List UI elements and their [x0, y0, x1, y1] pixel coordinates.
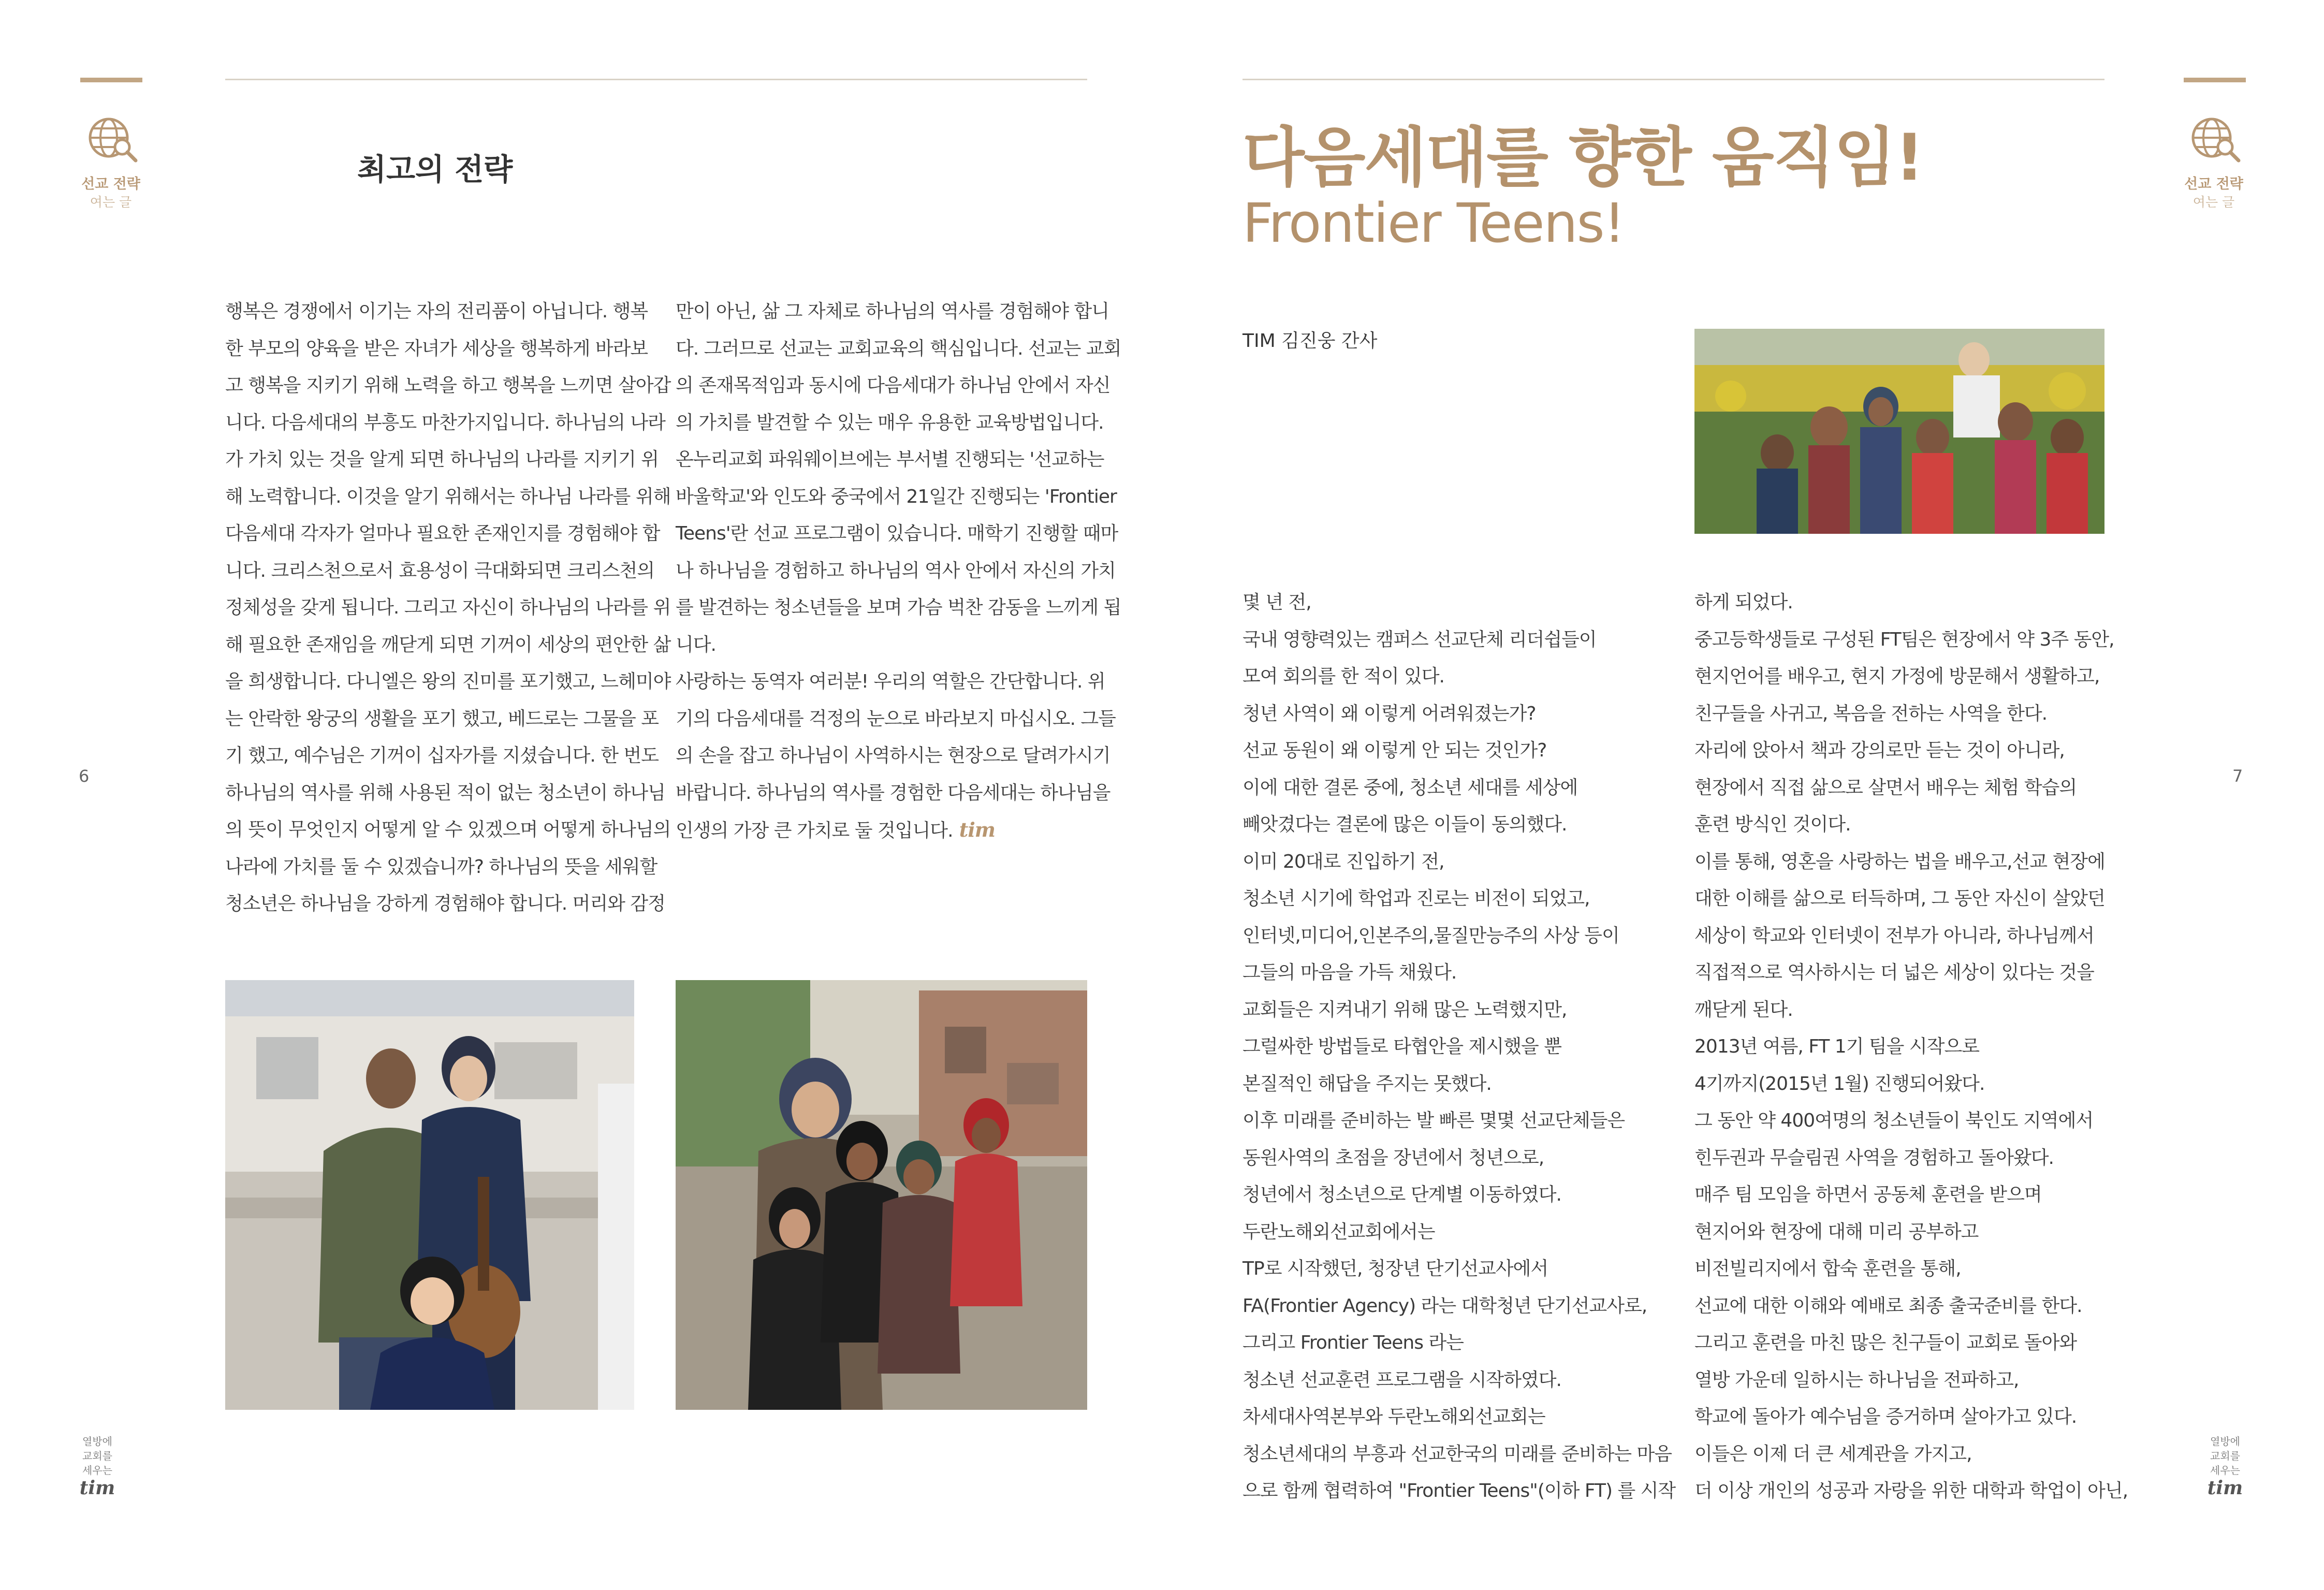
text-line: 청년 사역이 왜 이렇게 어려워졌는가? — [1243, 703, 1536, 724]
photo-group-in-field — [1694, 329, 2104, 534]
side-label-line1: 선교 전략 — [2184, 176, 2243, 192]
text-line: 하게 되었다. — [1694, 592, 1793, 613]
text-line: 청소년은 하나님을 강하게 경험해야 합니다. 머리와 감정 — [225, 893, 665, 914]
text-line: 그 동안 약 400여명의 청소년들이 북인도 지역에서 — [1694, 1110, 2094, 1131]
text-line: 를 발견하는 청소년들을 보며 가슴 벅찬 감동을 느끼게 됩 — [676, 597, 1121, 618]
text-line: 바랍니다. 하나님의 역사를 경험한 다음세대는 하나님을 — [676, 782, 1110, 804]
footer-line: 열방에 — [2210, 1435, 2240, 1448]
left-side-label — [59, 175, 163, 211]
text-line: 의 손을 잡고 하나님이 사역하시는 현장으로 달려가시기 — [676, 745, 1110, 766]
text-line: 청년에서 청소년으로 단계별 이동하였다. — [1243, 1184, 1561, 1205]
text-line: 그들의 마음을 가득 채웠다. — [1243, 962, 1457, 983]
photo-children-on-street — [676, 980, 1087, 1410]
text-line: 대한 이해를 삶으로 터득하며, 그 동안 자신이 살았던 — [1694, 888, 2105, 909]
globe-search-icon — [2186, 114, 2243, 165]
text-line: 그리고 Frontier Teens 라는 — [1243, 1332, 1464, 1353]
text-line: 이들은 이제 더 큰 세계관을 가지고, — [1694, 1443, 1972, 1465]
right-accent-bar — [2184, 78, 2246, 82]
text-line: 하나님의 역사를 위해 사용된 적이 없는 청소년이 하나님 — [225, 782, 665, 804]
text-line: 니다. 다음세대의 부흥도 마찬가지입니다. 하나님의 나라 — [225, 412, 665, 433]
text-line: 나 하나님을 경험하고 하나님의 역사 안에서 자신의 가치 — [676, 560, 1116, 581]
text-line: 다음세대 각자가 얼마나 필요한 존재인지를 경험해야 합 — [225, 523, 660, 544]
article-subtitle: Frontier Teens! — [1243, 192, 1625, 255]
text-line: 힌두권과 무슬림권 사역을 경험하고 돌아왔다. — [1694, 1147, 2054, 1169]
text-line: 사랑하는 동역자 여러분! 우리의 역할은 간단합니다. 위 — [676, 671, 1105, 692]
text-line: 선교 동원이 왜 이렇게 안 되는 것인가? — [1243, 740, 1547, 761]
tim-logo: tim — [79, 1477, 115, 1499]
text-line: 국내 영향력있는 캠퍼스 선교단체 리더쉽들이 — [1243, 629, 1597, 650]
text-line: 이미 20대로 진입하기 전, — [1243, 851, 1444, 872]
text-line: 두란노해외선교회에서는 — [1243, 1221, 1435, 1243]
text-line: 현지어와 현장에 대해 미리 공부하고 — [1694, 1221, 1979, 1243]
text-line: 인생의 가장 큰 가치로 둘 것입니다. tim — [676, 818, 995, 841]
right-article-column-2 — [1694, 584, 2128, 1510]
footer-line: 교회를 — [82, 1450, 112, 1462]
text-line: 선교에 대한 이해와 예배로 최종 출국준비를 한다. — [1694, 1295, 2082, 1317]
text-line: 중고등학생들로 구성된 FT팀은 현장에서 약 3주 동안, — [1694, 629, 2114, 650]
text-line: 는 안락한 왕궁의 생활을 포기 했고, 베드로는 그물을 포 — [225, 708, 659, 730]
text-line: 이를 통해, 영혼을 사랑하는 법을 배우고,선교 현장에 — [1694, 851, 2105, 872]
text-line: 2013년 여름, FT 1기 팀을 시작으로 — [1694, 1036, 1980, 1057]
side-label-line1: 선교 전략 — [81, 176, 140, 192]
footer-logo-left — [66, 1434, 128, 1498]
text-line: 의 존재목적임과 동시에 다음세대가 하나님 안에서 자신 — [676, 375, 1110, 396]
text-line: 4기까지(2015년 1월) 진행되어왔다. — [1694, 1073, 1985, 1095]
text-line: 현지언어를 배우고, 현지 가정에 방문해서 생활하고, — [1694, 666, 2100, 687]
text-line: 학교에 돌아가 예수님을 증거하며 살아가고 있다. — [1694, 1406, 2077, 1427]
page-number-left: 6 — [79, 766, 90, 786]
page-number-right: 7 — [2232, 766, 2243, 786]
left-top-rule — [225, 79, 1087, 80]
text-line: 훈련 방식인 것이다. — [1694, 814, 1851, 835]
text-line: 몇 년 전, — [1243, 592, 1311, 613]
tim-logo: tim — [2207, 1477, 2243, 1499]
text-line: 청소년 선교훈련 프로그램을 시작하였다. — [1243, 1369, 1561, 1391]
text-line: 해 노력합니다. 이것을 알기 위해서는 하나님 나라를 위해 — [225, 486, 671, 507]
page-title: 최고의 전략 — [357, 152, 513, 187]
text-line: Teens'란 선교 프로그램이 있습니다. 매학기 진행할 때마 — [676, 523, 1118, 544]
text-line: 깨닫게 된다. — [1694, 999, 1793, 1020]
left-article-column-2 — [676, 293, 1121, 850]
text-line: 차세대사역본부와 두란노해외선교회는 — [1243, 1406, 1545, 1427]
right-top-rule — [1243, 79, 2104, 80]
photo-students-with-guitar — [225, 980, 634, 1410]
text-line: 친구들을 사귀고, 복음을 전하는 사역을 한다. — [1694, 703, 2048, 724]
text-line: 행복은 경쟁에서 이기는 자의 전리품이 아닙니다. 행복 — [225, 301, 648, 322]
text-line: 을 희생합니다. 다니엘은 왕의 진미를 포기했고, 느헤미야 — [225, 671, 671, 692]
side-label-line2: 여는 글 — [2193, 195, 2235, 210]
footer-line: 열방에 — [82, 1435, 112, 1448]
article-title: 다음세대를 향한 움직임! — [1243, 121, 1923, 195]
text-line: 열방 가운데 일하시는 하나님을 전파하고, — [1694, 1369, 2019, 1391]
text-line: 그리고 훈련을 마친 많은 친구들이 교회로 돌아와 — [1694, 1332, 2077, 1353]
footer-line: 교회를 — [2210, 1450, 2240, 1462]
text-line: 으로 함께 협력하여 "Frontier Teens"(이하 FT) 를 시작 — [1243, 1480, 1676, 1501]
text-line: 현장에서 직접 삶으로 살면서 배우는 체험 학습의 — [1694, 777, 2077, 798]
text-line: 한 부모의 양육을 받은 자녀가 세상을 행복하게 바라보 — [225, 338, 648, 359]
text-line: 정체성을 갖게 됩니다. 그리고 자신이 하나님의 나라를 위 — [225, 597, 671, 618]
text-line: 모여 회의를 한 적이 있다. — [1243, 666, 1444, 687]
left-article-column-1 — [225, 293, 671, 923]
text-line: 니다. — [676, 634, 716, 655]
text-line: 의 뜻이 무엇인지 어떻게 알 수 있겠으며 어떻게 하나님의 — [225, 819, 671, 840]
text-line: 본질적인 해답을 주지는 못했다. — [1243, 1073, 1492, 1095]
text-line: 온누리교회 파워웨이브에는 부서별 진행되는 '선교하는 — [676, 449, 1104, 470]
left-accent-bar — [80, 78, 142, 82]
text-line: 직접적으로 역사하시는 더 넓은 세상이 있다는 것을 — [1694, 962, 2094, 983]
footer-logo-right — [2194, 1434, 2256, 1498]
side-label-line2: 여는 글 — [90, 195, 132, 210]
text-line: FA(Frontier Agency) 라는 대학청년 단기선교사로, — [1243, 1295, 1647, 1317]
text-line: 나라에 가치를 둘 수 있겠습니까? 하나님의 뜻을 세워할 — [225, 856, 657, 878]
right-article-column-1 — [1243, 584, 1676, 1510]
text-line: TP로 시작했던, 청장년 단기선교사에서 — [1243, 1258, 1548, 1279]
footer-line: 세우는 — [2210, 1464, 2240, 1477]
text-line: 해 필요한 존재임을 깨닫게 되면 기꺼이 세상의 편안한 삶 — [225, 634, 671, 655]
text-line: 청소년세대의 부흥과 선교한국의 미래를 준비하는 마음 — [1243, 1443, 1672, 1465]
text-line: 자리에 앉아서 책과 강의로만 듣는 것이 아니라, — [1694, 740, 2065, 761]
text-line: 니다. 크리스천으로서 효용성이 극대화되면 크리스천의 — [225, 560, 655, 581]
text-line: 이후 미래를 준비하는 발 빠른 몇몇 선교단체들은 — [1243, 1110, 1625, 1131]
tim-signature-logo: tim — [953, 818, 995, 841]
text-line: 비전빌리지에서 합숙 훈련을 통해, — [1694, 1258, 1961, 1279]
text-line: 교회들은 지켜내기 위해 많은 노력했지만, — [1243, 999, 1567, 1020]
text-line: 그럴싸한 방법들로 타협안을 제시했을 뿐 — [1243, 1036, 1561, 1057]
right-side-label — [2162, 175, 2265, 211]
text-line: 동원사역의 초점을 장년에서 청년으로, — [1243, 1147, 1544, 1169]
text-line: 더 이상 개인의 성공과 자랑을 위한 대학과 학업이 아닌, — [1694, 1480, 2128, 1501]
text-line: 의 가치를 발견할 수 있는 매우 유용한 교육방법입니다. — [676, 412, 1104, 433]
author-byline: TIM 김진웅 간사 — [1243, 330, 1378, 352]
text-line: 매주 팀 모임을 하면서 공동체 훈련을 받으며 — [1694, 1184, 2042, 1205]
text-line: 다. 그러므로 선교는 교회교육의 핵심입니다. 선교는 교회 — [676, 338, 1121, 359]
text-line: 기의 다음세대를 걱정의 눈으로 바라보지 마십시오. 그들 — [676, 708, 1116, 730]
text-line: 고 행복을 지키기 위해 노력을 하고 행복을 느끼면 살아갑 — [225, 375, 671, 396]
globe-search-icon — [83, 114, 140, 165]
footer-line: 세우는 — [82, 1464, 112, 1477]
text-line: 만이 아닌, 삶 그 자체로 하나님의 역사를 경험해야 합니 — [676, 301, 1109, 322]
text-line: 세상이 학교와 인터넷이 전부가 아니라, 하나님께서 — [1694, 925, 2094, 946]
text-line: 가 가치 있는 것을 알게 되면 하나님의 나라를 지키기 위 — [225, 449, 659, 470]
text-line: 이에 대한 결론 중에, 청소년 세대를 세상에 — [1243, 777, 1578, 798]
text-line: 기 했고, 예수님은 기꺼이 십자가를 지셨습니다. 한 번도 — [225, 745, 659, 766]
text-line: 인터넷,미디어,인본주의,물질만능주의 사상 등이 — [1243, 925, 1619, 946]
text-line: 바울학교'와 인도와 중국에서 21일간 진행되는 'Frontier — [676, 486, 1117, 507]
text-line: 빼앗겼다는 결론에 많은 이들이 동의했다. — [1243, 814, 1567, 835]
text-line: 청소년 시기에 학업과 진로는 비전이 되었고, — [1243, 888, 1590, 909]
